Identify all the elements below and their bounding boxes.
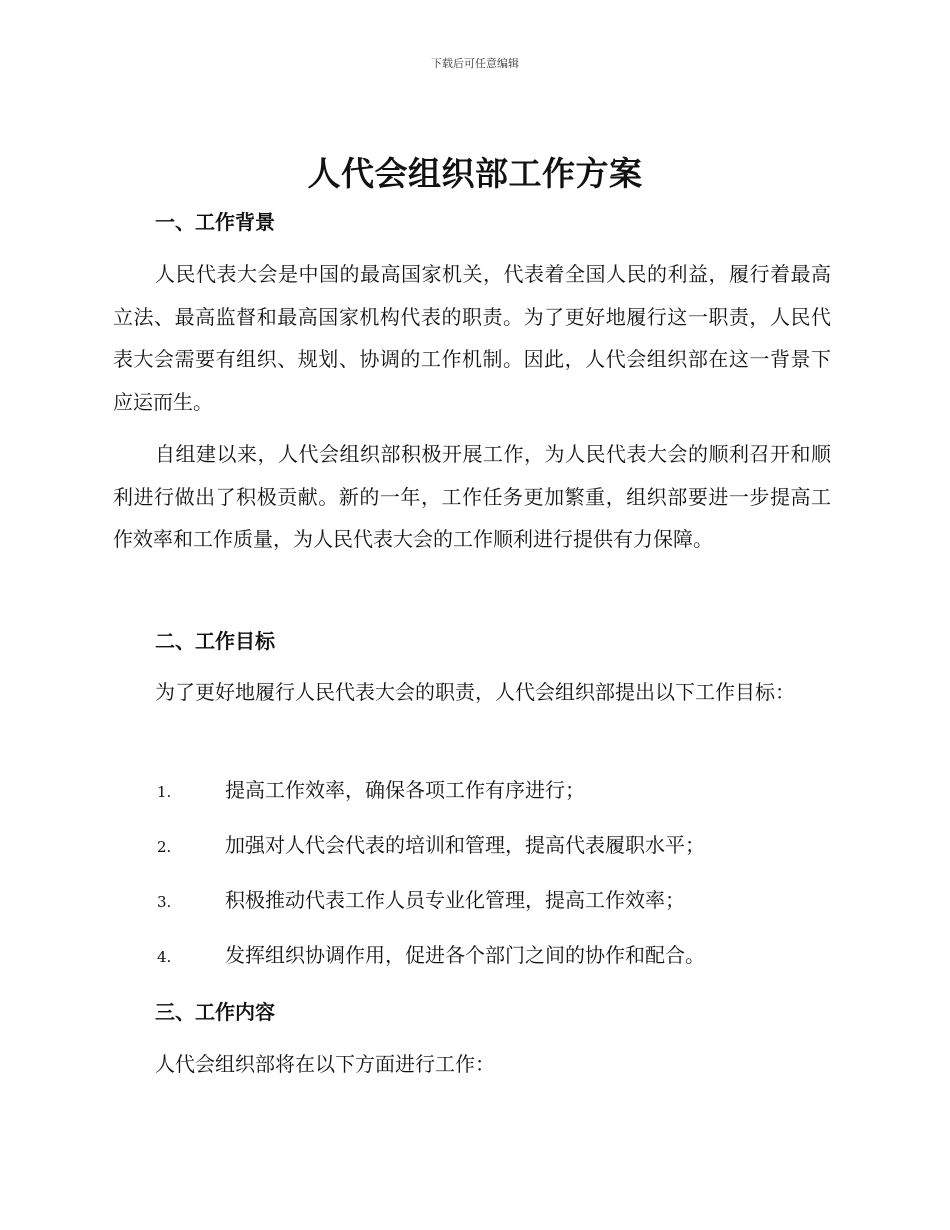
list-item-number: 1. [157,783,172,801]
section-heading-background: 一、工作背景 [155,210,275,234]
list-item-text: 加强对人代会代表的培训和管理，提高代表履职水平； [225,833,705,857]
header-note: 下载后可任意编辑 [431,57,519,70]
section-heading-goals: 二、工作目标 [155,629,275,653]
list-item-text: 提高工作效率，确保各项工作有序进行； [225,778,585,802]
paragraph-background-2: 自组建以来，人代会组织部积极开展工作，为人民代表大会的顺利召开和顺利进行做出了积极贡献。新的一年，工作任务更加繁重，组织部要进一步提高工作效率和工作质量，为人民代表大会的工作顺利进行提供有力保障。 [113,442,831,551]
list-item [157,940,705,970]
list-item-text: 积极推动代表工作人员专业化管理，提高工作效率； [225,888,685,912]
list-item-number: 4. [157,948,172,966]
section-heading-content: 三、工作内容 [155,1000,275,1024]
document-title: 人代会组织部工作方案 [307,154,643,193]
list-item-number: 3. [157,893,172,911]
paragraph-background-1: 人民代表大会是中国的最高国家机关，代表着全国人民的利益，履行着最高立法、最高监督和最高国家机构代表的职责。为了更好地履行这一职责，人民代表大会需要有组织、规划、协调的工作机制。因此，人代会组织部在这一背景下应运而生。 [113,262,831,414]
list-item-text: 发挥组织协调作用，促进各个部门之间的协作和配合。 [225,943,705,967]
list-item [157,885,685,915]
list-item [157,775,585,805]
list-item-number: 2. [157,838,172,856]
paragraph-goals-intro: 为了更好地履行人民代表大会的职责，人代会组织部提出以下工作目标： [155,680,795,704]
paragraph-content-intro: 人代会组织部将在以下方面进行工作： [155,1052,495,1076]
list-item [157,830,705,860]
